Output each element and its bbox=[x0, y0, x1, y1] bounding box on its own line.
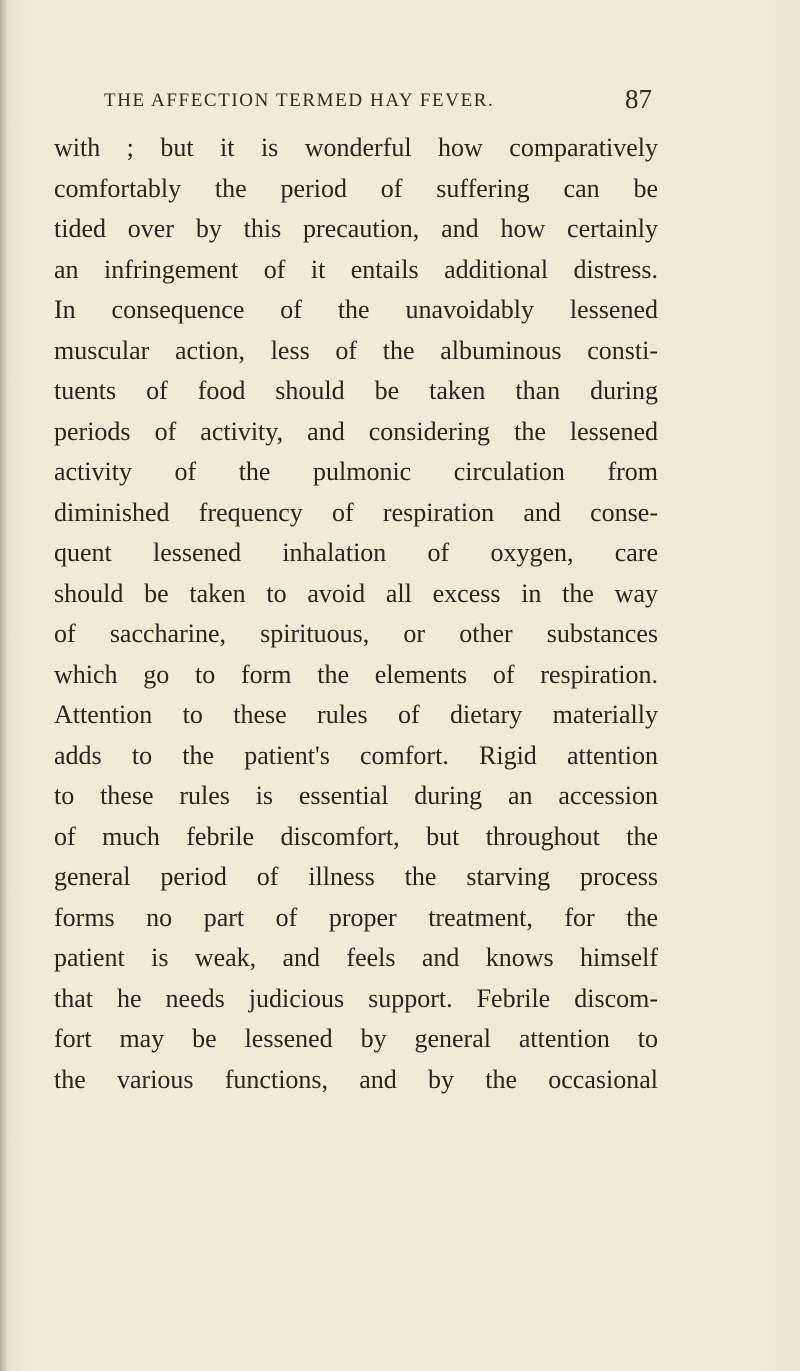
text-line: quent lessened inhalation of oxygen, care bbox=[54, 538, 658, 567]
text-line: general period of illness the starving process bbox=[54, 862, 658, 891]
text-line: to these rules is essential during an accession bbox=[54, 781, 658, 810]
text-line: periods of activity, and considering the lessened bbox=[54, 416, 658, 446]
text-line: fort may be lessened by general attention to bbox=[54, 1024, 658, 1053]
text-line: patient is weak, and feels and knows himself bbox=[54, 943, 658, 972]
text-line: with ; but it is wonderful how comparatively bbox=[54, 133, 658, 162]
text-line: which go to form the elements of respiration. bbox=[54, 659, 658, 689]
text-line: Attention to these rules of dietary materially bbox=[54, 700, 658, 729]
text-line: the various functions, and by the occasional bbox=[54, 1064, 658, 1094]
text-line: muscular action, less of the albuminous consti- bbox=[54, 335, 658, 365]
text-line: of saccharine, spirituous, or other substances bbox=[54, 619, 658, 648]
text-line: forms no part of proper treatment, for the bbox=[54, 902, 658, 932]
page-header bbox=[104, 84, 652, 120]
page-number: 87 bbox=[625, 84, 652, 114]
text-line: In consequence of the unavoidably lessened bbox=[54, 295, 658, 324]
page-edge-shadow bbox=[0, 0, 6, 1371]
running-title: THE AFFECTION TERMED HAY FEVER. bbox=[104, 90, 495, 111]
text-line: activity of the pulmonic circulation from bbox=[54, 457, 658, 486]
text-line: of much febrile discomfort, but throughout the bbox=[54, 821, 658, 851]
text-line: that he needs judicious support. Febrile discom- bbox=[54, 983, 658, 1013]
text-line: tuents of food should be taken than during bbox=[54, 376, 658, 405]
text-line: adds to the patient's comfort. Rigid attention bbox=[54, 740, 658, 770]
text-line: tided over by this precaution, and how certainly bbox=[54, 214, 658, 243]
text-line: diminished frequency of respiration and conse- bbox=[54, 497, 658, 527]
text-line: should be taken to avoid all excess in the way bbox=[54, 578, 658, 608]
text-line: comfortably the period of suffering can be bbox=[54, 173, 658, 203]
text-line: an infringement of it entails additional distress. bbox=[54, 254, 658, 284]
body-paragraph bbox=[54, 128, 658, 1100]
